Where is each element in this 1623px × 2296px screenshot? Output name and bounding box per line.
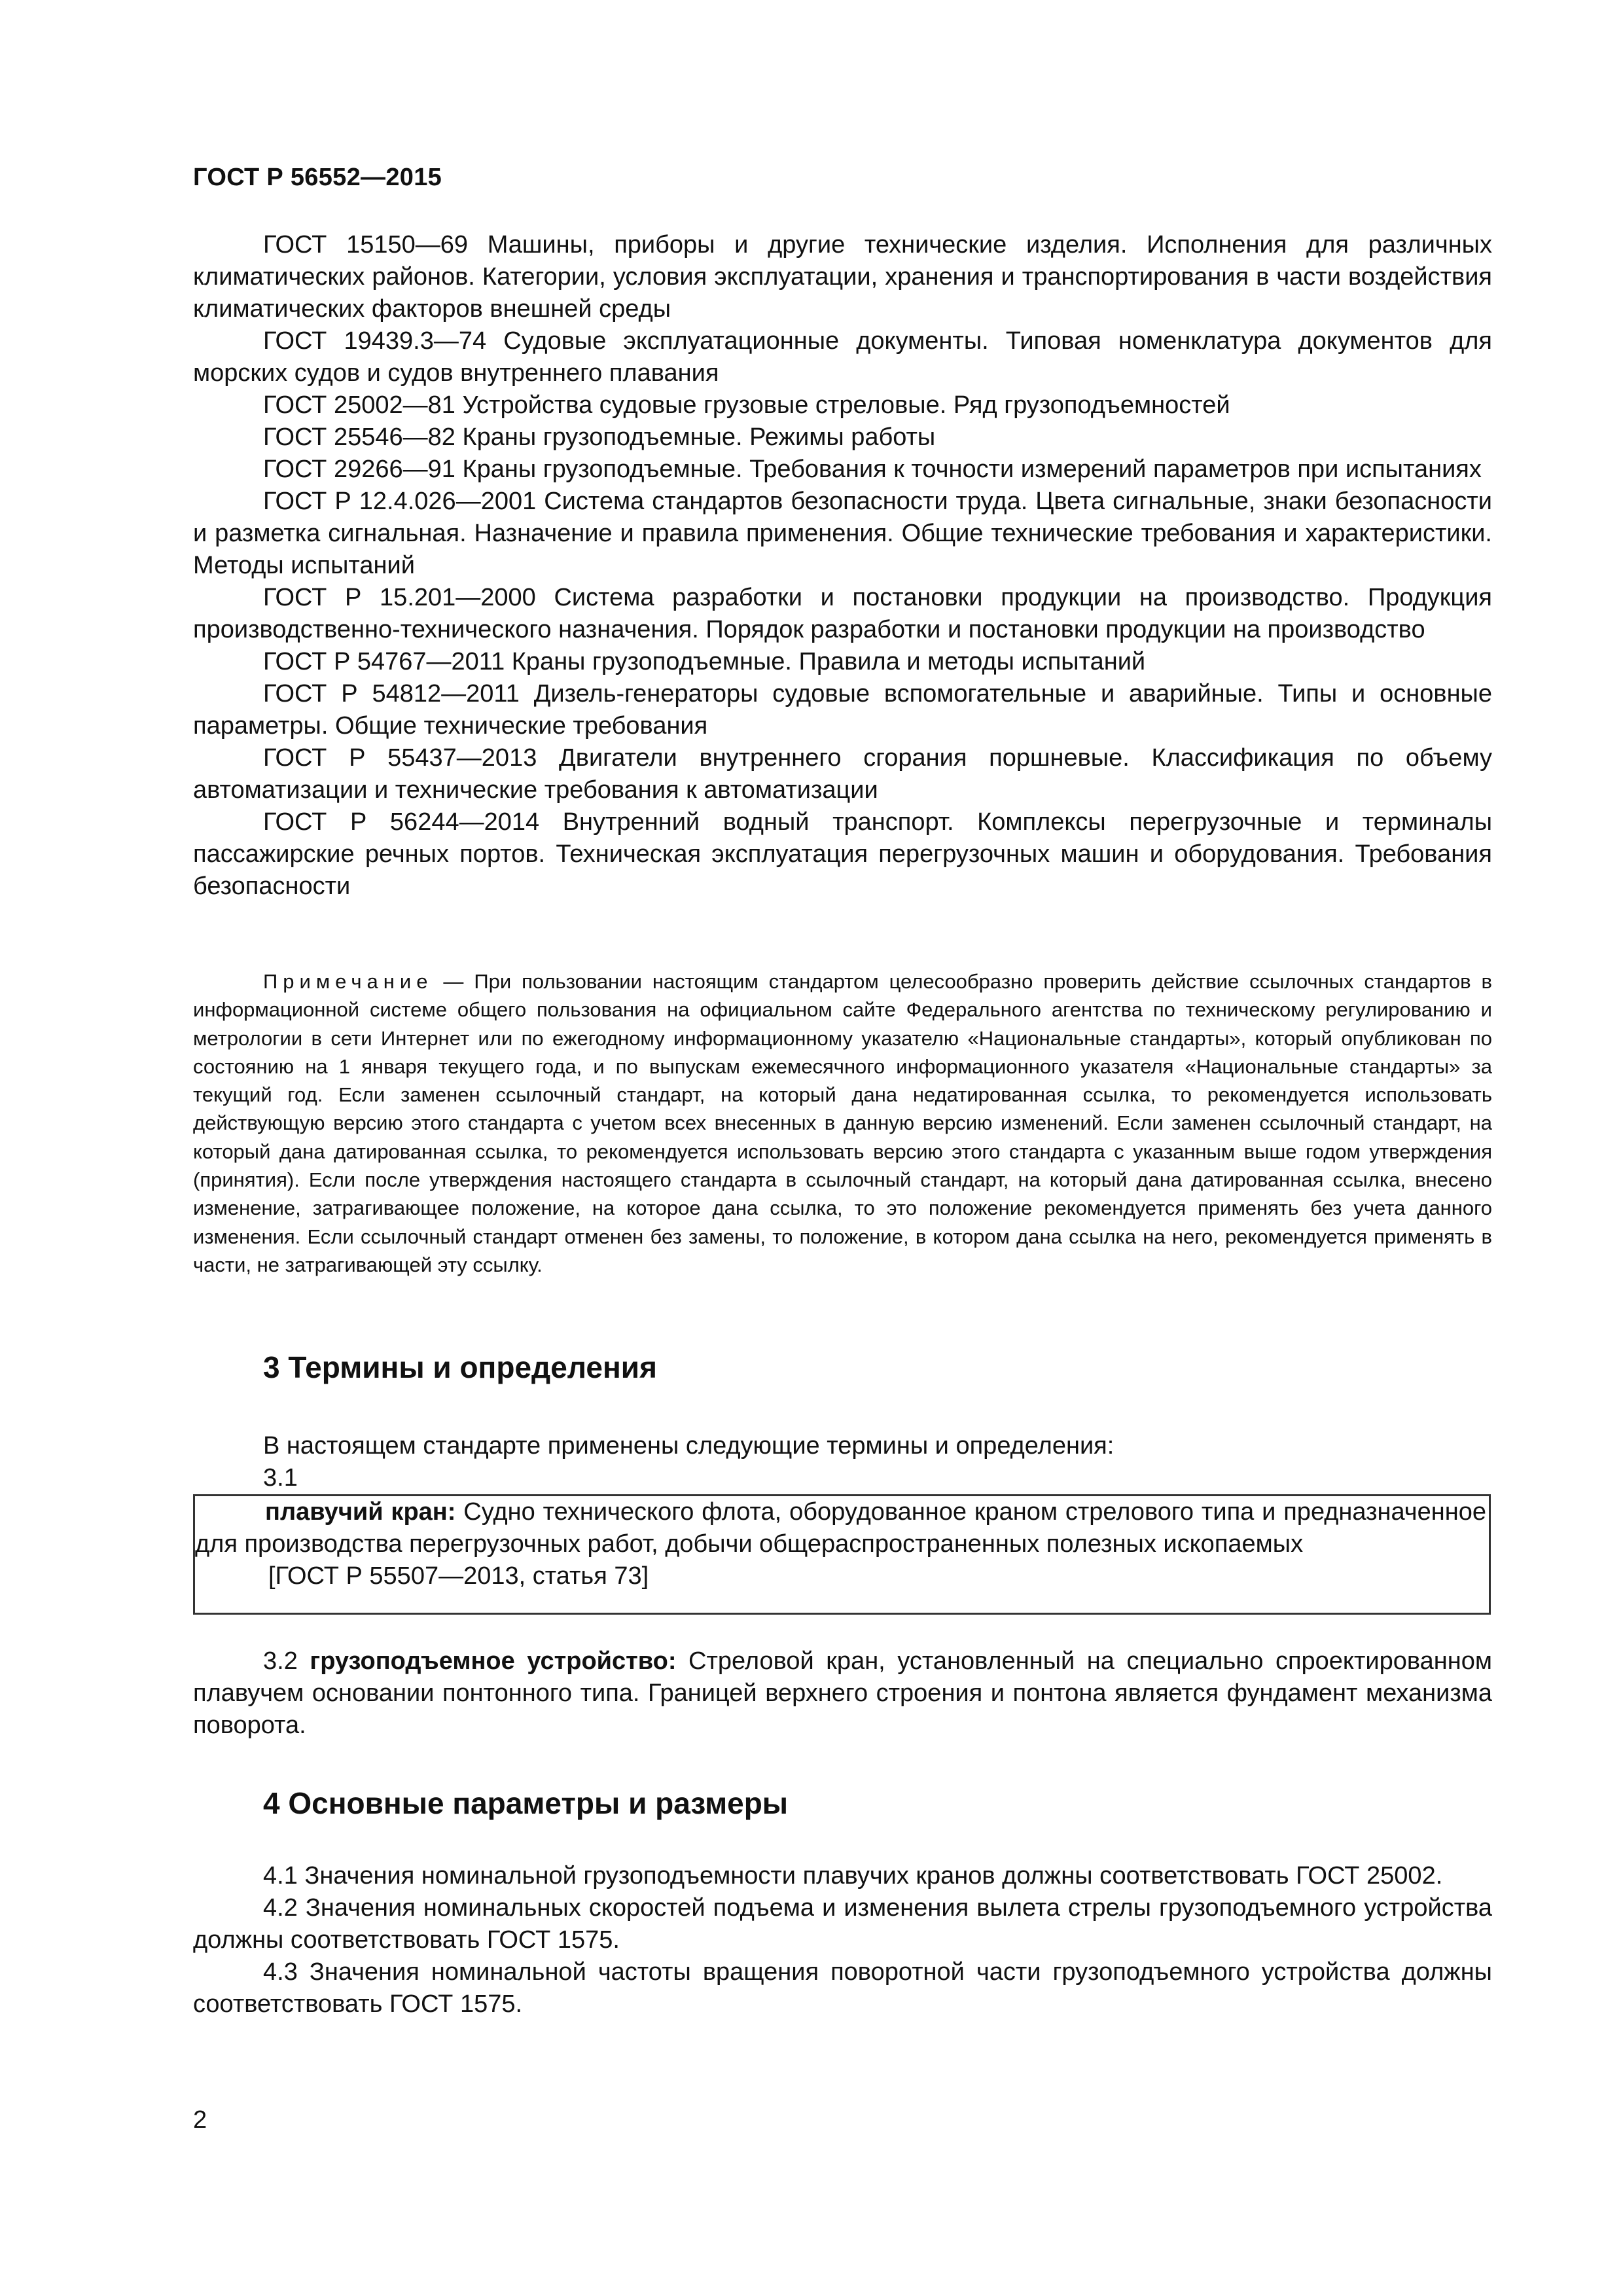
reference-item: ГОСТ Р 55437—2013 Двигатели внутреннего сгорания поршневые. Классификация по объему автоматизации и технические требования к автоматизации <box>193 744 1492 804</box>
term-3-2-term: грузоподъемное устройство: <box>310 1647 677 1675</box>
reference-item: ГОСТ Р 54812—2011 Дизель-генераторы судовые вспомогательные и аварийные. Типы и основные параметры. Общие технические требования <box>193 680 1492 740</box>
reference-item: ГОСТ 19439.3—74 Судовые эксплуатационные документы. Типовая номенклатура документов для морских судов и судов внутреннего плавания <box>193 327 1492 387</box>
section-4-item: 4.3 Значения номинальной частоты вращения поворотной части грузоподъемного устройства должны соответствовать ГОСТ 1575. <box>193 1958 1492 2018</box>
reference-item: ГОСТ 15150—69 Машины, приборы и другие технические изделия. Исполнения для различных климатических районов. Категории, условия эксплуатации, хранения и транспортирования в части воздействия климатических факторов внешней среды <box>193 231 1492 323</box>
section-3-intro <box>193 1430 1492 1494</box>
section-4-items <box>193 1860 1492 2020</box>
section-4-item: 4.2 Значения номинальных скоростей подъема и изменения вылета стрелы грузоподъемного устройства должны соответствовать ГОСТ 1575. <box>193 1894 1492 1954</box>
term-3-2-text: Стреловой кран, установленный на специально спроектированном плавучем основании понтонного типа. Границей верхнего строения и понтона является фундамент механизма поворота. <box>193 1647 1492 1739</box>
section-4-item: 4.1 Значения номинальной грузоподъемности плавучих кранов должны соответствовать ГОСТ 25002. <box>263 1862 1443 1890</box>
section-3-intro-text: В настоящем стандарте применены следующие термины и определения: <box>263 1432 1115 1460</box>
reference-item: ГОСТ Р 15.201—2000 Система разработки и постановки продукции на производство. Продукция производственно-технического назначения. Порядок разработки и постановки продукции на производство <box>193 584 1492 643</box>
term-3-1-number: 3.1 <box>263 1464 298 1492</box>
page-number: 2 <box>193 2106 207 2134</box>
reference-item: ГОСТ 25546—82 Краны грузоподъемные. Режимы работы <box>263 423 936 451</box>
section-3-heading: 3 Термины и определения <box>263 1350 657 1384</box>
reference-item: ГОСТ Р 54767—2011 Краны грузоподъемные. Правила и методы испытаний <box>263 648 1146 675</box>
reference-item: ГОСТ Р 56244—2014 Внутренний водный транспорт. Комплексы перегрузочные и терминалы пассажирские речных портов. Техническая эксплуатация перегрузочных машин и оборудования. Требования безопасности <box>193 808 1492 900</box>
reference-item: ГОСТ Р 12.4.026—2001 Система стандартов безопасности труда. Цвета сигнальные, знаки безопасности и разметка сигнальная. Назначение и правила применения. Общие технические требования и характеристики. Методы испытаний <box>193 488 1492 579</box>
term-3-2-paragraph <box>193 1645 1492 1742</box>
note-text: — При пользовании настоящим стандартом целесообразно проверить действие ссылочных стандартов в информационной системе общего пользования на официальном сайте Федерального агентства по техническому регулированию и метрологии в сети Интернет или по ежегодному информационному указателю «Национальные стандарты», который опубликован по состоянию на 1 января текущего года, и по выпускам ежемесячного информационного указателя «Национальные стандарты» за текущий год. Если заменен ссылочный стандарт, на который дана недатированная ссылка, то рекомендуется использовать действующую версию этого стандарта с учетом всех внесенных в данную версию изменений. Если заменен ссылочный стандарт, на который дана датированная ссылка, то рекомендуется использовать версию этого стандарта с указанным выше годом утверждения (принятия). Если после утверждения настоящего стандарта в ссылочный стандарт, на который дана датированная ссылка, внесено изменение, затрагивающее положение, на которое дана ссылка, то это положение рекомендуется применять без учета данного изменения. Если ссылочный стандарт отменен без замены, то положение, в котором дана ссылка на него, рекомендуется применять в части, не затрагивающей эту ссылку. <box>193 970 1492 1276</box>
note-paragraph <box>193 967 1492 1279</box>
term-3-1-box <box>193 1494 1491 1615</box>
note-label: Примечание <box>263 970 433 993</box>
reference-item: ГОСТ 25002—81 Устройства судовые грузовые стреловые. Ряд грузоподъемностей <box>263 391 1230 419</box>
term-3-1-text: Судно технического флота, оборудованное краном стрелового типа и предназначенное для производства перегрузочных работ, добычи общераспространенных полезных ископаемых <box>195 1498 1486 1558</box>
term-3-1-term: плавучий кран: <box>265 1498 456 1526</box>
term-3-1-definition <box>195 1496 1489 1560</box>
reference-item: ГОСТ 29266—91 Краны грузоподъемные. Требования к точности измерений параметров при испытаниях <box>263 456 1482 483</box>
page-header-standard-code: ГОСТ Р 56552—2015 <box>193 164 442 191</box>
term-3-2 <box>193 1645 1492 1742</box>
section-4-heading: 4 Основные параметры и размеры <box>263 1786 789 1820</box>
normative-references-list <box>193 229 1492 903</box>
term-3-1-source: [ГОСТ Р 55507—2013, статья 73] <box>268 1562 649 1590</box>
term-3-2-number: 3.2 <box>263 1647 298 1675</box>
